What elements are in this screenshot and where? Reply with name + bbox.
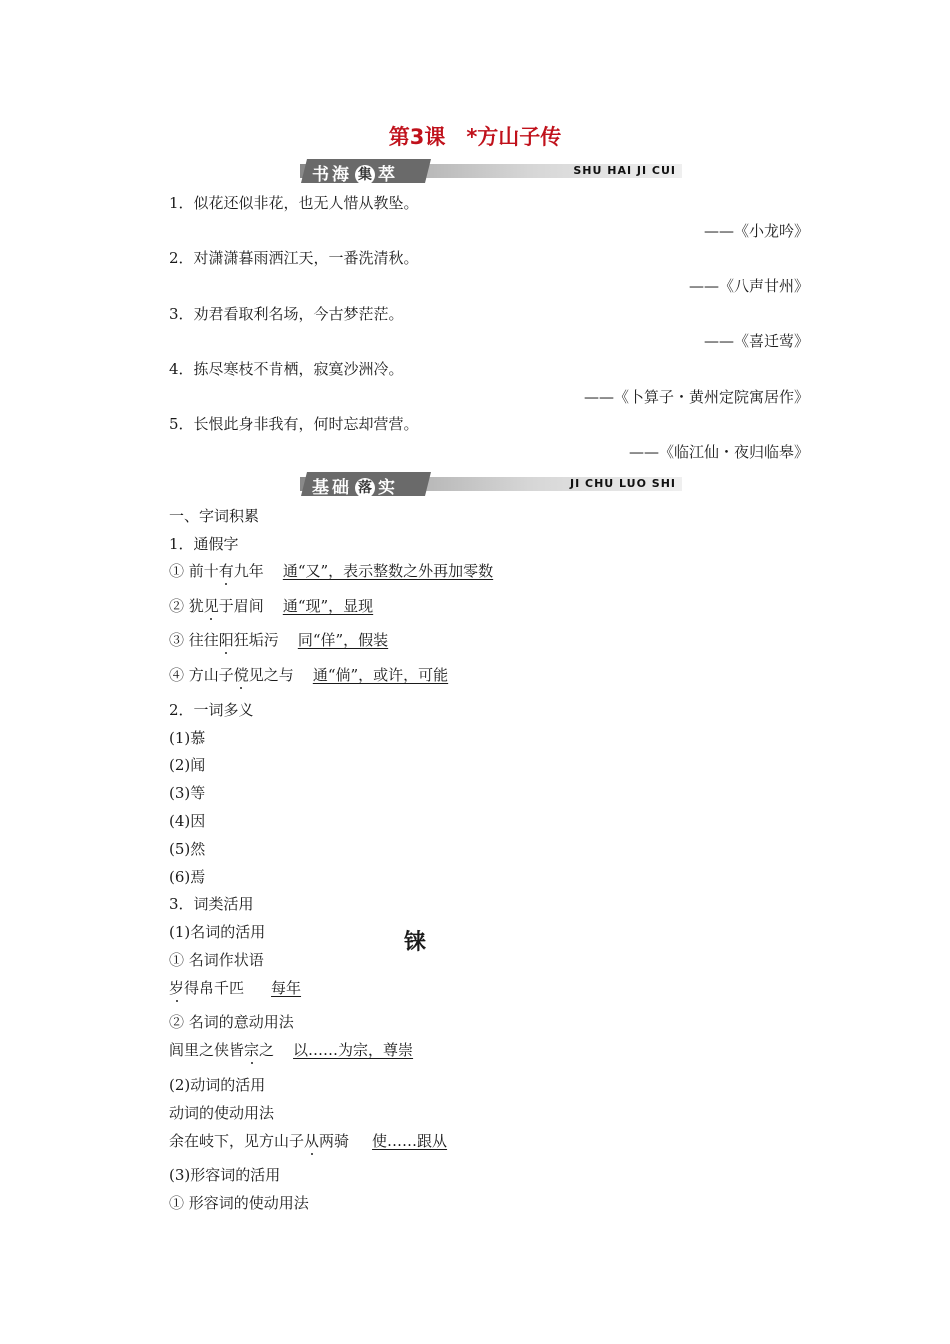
noun-adverbial-heading: ① 名词作状语 [169,951,264,969]
tongjia-item-4: ④ 方山子傥见之与 通“倘”，或许，可能 [169,666,449,684]
answer: 同“佯”，假装 [297,631,389,649]
banner-text-2: 实 [378,478,398,498]
tongjia-item-3: ③ 往往阳狂垢污 同“佯”，假装 [169,631,389,649]
cilei-heading: 3．词类活用 [169,895,254,913]
yici-heading: 2．一词多义 [169,701,254,719]
section-banner-shuhai [300,159,682,183]
yici-item: (4)因 [169,812,206,830]
page-title: 第3课 *方山子传 [388,125,562,149]
banner-circle-char: 落 [355,478,375,498]
tongjia-item-2: ② 犹见于眉间 通“现”，显现 [169,597,374,615]
banner-text-2: 萃 [378,165,398,185]
adj-usage-heading: (3)形容词的活用 [169,1166,281,1184]
section-heading-vocab: 一、字词积累 [169,507,260,525]
banner-pinyin: JI CHU LUO SHI [569,477,676,490]
example-sentence-2: 闾里之侠皆宗之 以……为宗，尊崇 [169,1041,414,1059]
poem-source-5: ——《临江仙・夜归临皋》 [628,443,809,461]
answer: 通“倘”，或许，可能 [312,666,449,684]
tongjia-item-1: ① 前十有九年 通“又”，表示整数之外再加零数 [169,562,494,580]
banner-pinyin: SHU HAI JI CUI [573,164,676,177]
example-sentence-3: 余在岐下，见方山子从两骑 使……跟从 [169,1132,448,1150]
answer: 每年 [271,979,302,997]
yici-item: (5)然 [169,840,206,858]
poem-line-1: 1．似花还似非花，也无人惜从教坠。 [169,194,419,212]
yici-item: (6)焉 [169,868,206,886]
banner-text-1: 书海 [312,165,352,185]
noun-usage-heading: (1)名词的活用 [169,923,266,941]
example-sentence-1: 岁得帛千匹 每年 [169,979,302,997]
tongjia-heading: 1．通假字 [169,535,239,553]
stray-character: 铼 [404,929,427,955]
poem-source-4: ——《卜算子・黄州定院寓居作》 [583,388,809,406]
answer: 通“现”，显现 [282,597,374,615]
verb-usage-heading: (2)动词的活用 [169,1076,266,1094]
poem-source-3: ——《喜迁莺》 [703,332,809,350]
noun-putative-heading: ② 名词的意动用法 [169,1013,294,1031]
answer: 通“又”，表示整数之外再加零数 [282,562,494,580]
answer: 以……为宗，尊崇 [293,1041,414,1059]
verb-causative-heading: 动词的使动用法 [169,1104,275,1122]
answer: 使……跟从 [372,1132,448,1150]
poem-source-2: ——《八声甘州》 [688,277,809,295]
banner-text-1: 基础 [312,478,352,498]
poem-line-5: 5．长恨此身非我有，何时忘却营营。 [169,415,419,433]
banner-circle-char: 集 [355,165,375,185]
poem-line-4: 4．拣尽寒枝不肯栖，寂寞沙洲冷。 [169,360,404,378]
poem-line-3: 3．劝君看取利名场，今古梦茫茫。 [169,305,404,323]
yici-item: (1)慕 [169,729,206,747]
poem-source-1: ——《小龙吟》 [703,222,809,240]
yici-item: (2)闻 [169,756,206,774]
poem-line-2: 2．对潇潇暮雨洒江天，一番洗清秋。 [169,249,419,267]
yici-item: (3)等 [169,784,206,802]
adj-causative-heading: ① 形容词的使动用法 [169,1194,309,1212]
section-banner-jichu [300,472,682,496]
